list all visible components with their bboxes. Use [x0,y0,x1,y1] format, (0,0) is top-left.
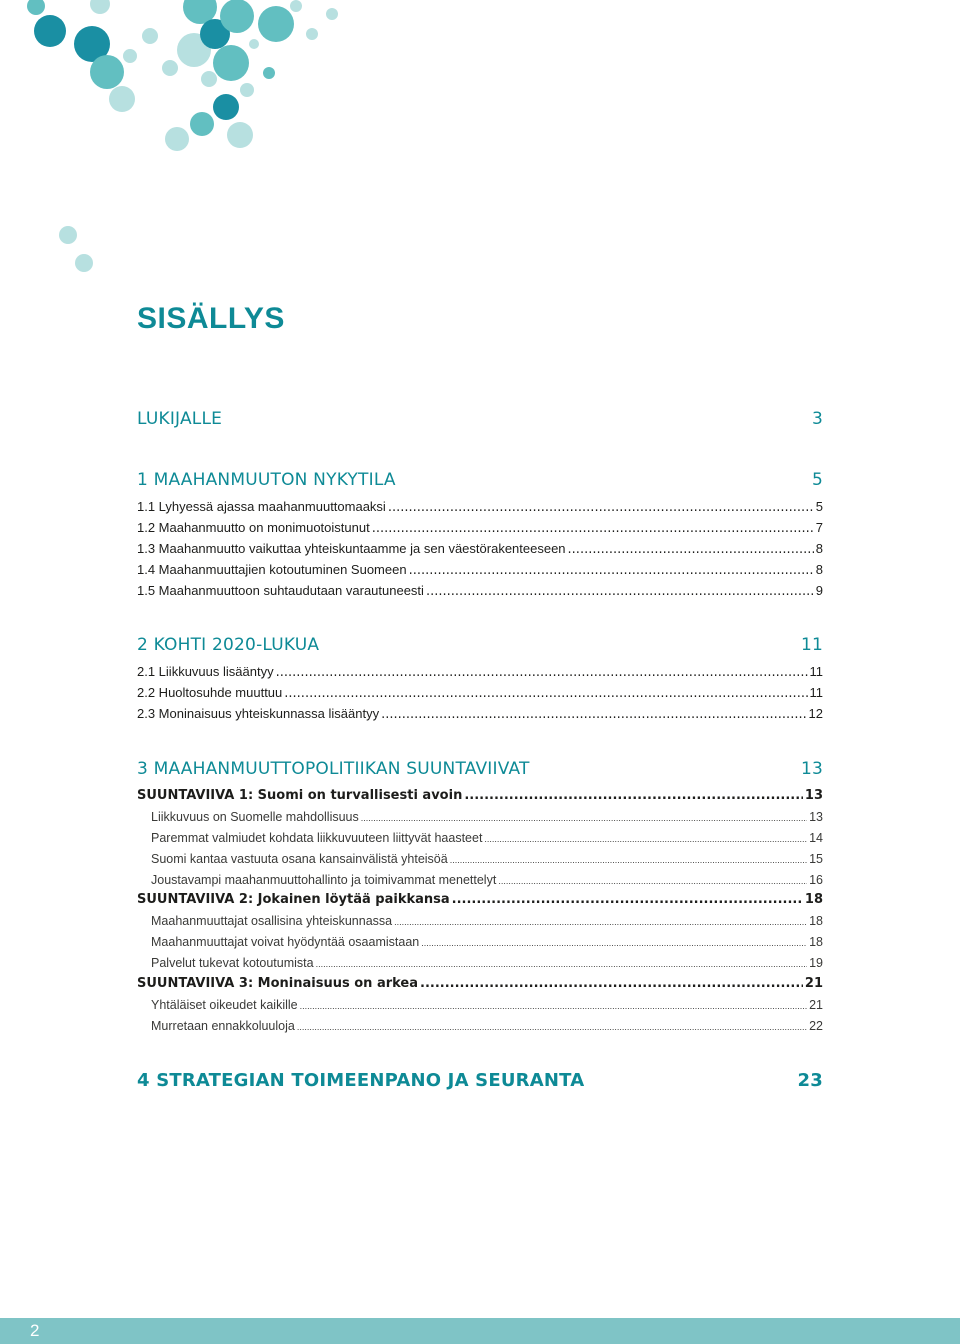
bubble [306,28,318,40]
toc-entry[interactable] [151,829,823,847]
toc-entry-label: Paremmat valmiudet kohdata liikkuvuuteen liittyvät haasteet [151,831,483,845]
toc-section-heading[interactable] [137,408,823,430]
toc-entry-page: 22 [809,1019,823,1033]
toc-entry-label: 1.1 Lyhyessä ajassa maahanmuuttomaaksi [137,499,386,514]
toc-entry[interactable] [137,540,823,558]
toc-section-page: 11 [800,635,823,655]
toc-entry-label: Joustavampi maahanmuuttohallinto ja toimivammat menettelyt [151,873,497,887]
bubble [220,0,254,33]
toc-leader-dots [450,851,807,869]
toc-entry-label: 1.2 Maahanmuutto on monimuotoistunut [137,520,370,535]
toc-entry[interactable] [151,850,823,868]
toc-entry[interactable] [137,561,823,579]
toc-entry[interactable] [151,933,823,951]
toc-entry-label: Maahanmuuttajat osallisina yhteiskunnassa [151,914,393,928]
toc-entry[interactable] [137,663,823,681]
toc-entry-label: SUUNTAVIIVA 2: Jokainen löytää paikkansa [137,892,450,907]
toc-entry[interactable] [151,808,823,826]
toc-leader-dots [498,872,807,890]
bubble [263,67,275,79]
toc-entry-page: 12 [808,706,823,721]
toc-entry-page: 21 [804,976,823,991]
bubble [59,226,77,244]
bubble [249,39,259,49]
toc-entry[interactable] [151,996,823,1014]
toc-entry-page: 5 [815,499,823,514]
bubble [240,83,254,97]
toc-entry-page: 14 [809,831,823,845]
toc-entry-page: 19 [809,956,823,970]
toc-entry-label: 2.3 Moninaisuus yhteiskunnassa lisääntyy [137,706,380,721]
page-number: 2 [30,1321,40,1340]
toc-entry-page: 8 [815,541,823,556]
toc-entry[interactable] [137,705,823,723]
bubble [75,254,93,272]
toc-section-heading[interactable] [137,1070,823,1092]
toc-entry[interactable] [137,582,823,600]
toc-entry-page: 21 [809,998,823,1012]
toc-entry-page: 13 [804,788,823,803]
toc-section-page: 13 [800,759,823,779]
bubble [213,45,249,81]
toc-leader-dots [464,787,803,805]
footer-bar [0,1318,960,1344]
toc-leader-dots [394,913,807,931]
toc-leader-dots [297,1018,807,1036]
toc-leader-dots [388,499,814,517]
toc-section-heading[interactable] [137,758,823,780]
toc-entry-label: 2.1 Liikkuvuus lisääntyy [137,664,274,679]
toc-section-label: 3 MAAHANMUUTTOPOLITIIKAN SUUNTAVIIVAT [137,759,530,779]
toc-leader-dots [276,664,808,682]
decorative-bubbles [0,0,360,290]
toc-entry[interactable] [137,787,823,805]
bubble [190,112,214,136]
toc-entry-page: 8 [815,562,823,577]
bubble [123,49,137,63]
toc-entry-label: SUUNTAVIIVA 3: Moninaisuus on arkea [137,976,419,991]
toc-entry-page: 18 [804,892,823,907]
toc-section-label: 2 KOHTI 2020-LUKUA [137,635,320,655]
toc-entry[interactable] [151,912,823,930]
toc-section-label: 4 STRATEGIAN TOIMEENPANO JA SEURANTA [137,1070,585,1091]
toc-entry-label: SUUNTAVIIVA 1: Suomi on turvallisesti avoin [137,788,463,803]
toc-section-heading[interactable] [137,469,823,491]
toc-entry-label: Murretaan ennakkoluuloja [151,1019,295,1033]
toc-entry-label: Suomi kantaa vastuuta osana kansainvälistä yhteisöä [151,852,448,866]
toc-leader-dots [421,934,807,952]
bubble [165,127,189,151]
toc-entry-page: 13 [809,810,823,824]
bubble [326,8,338,20]
toc-entry-page: 18 [809,935,823,949]
bubble [27,0,45,15]
toc-entry[interactable] [137,684,823,702]
toc-entry[interactable] [151,1017,823,1035]
toc-leader-dots [316,955,808,973]
bubble [34,15,66,47]
toc-entry[interactable] [137,975,823,993]
bubble [109,86,135,112]
toc-entry-page: 11 [809,685,823,700]
bubble [162,60,178,76]
toc-entry-label: Maahanmuuttajat voivat hyödyntää osaamistaan [151,935,420,949]
toc-entry[interactable] [151,871,823,889]
toc-leader-dots [484,830,807,848]
toc-section-page: 3 [811,409,823,429]
bubble [90,55,124,89]
bubble [90,0,110,14]
toc-entry-page: 15 [809,852,823,866]
toc-entry-page: 7 [815,520,823,535]
toc-entry-label: Palvelut tukevat kotoutumista [151,956,314,970]
toc-leader-dots [381,706,806,724]
toc-entry-page: 9 [815,583,823,598]
toc-entry-page: 16 [809,873,823,887]
toc-leader-dots [409,562,814,580]
toc-leader-dots [420,975,803,993]
toc-leader-dots [300,997,807,1015]
bubble [227,122,253,148]
toc-entry[interactable] [137,519,823,537]
toc-entry-label: Liikkuvuus on Suomelle mahdollisuus [151,810,359,824]
toc-leader-dots [361,809,807,827]
page-title: SISÄLLYS [137,302,285,335]
toc-leader-dots [284,685,807,703]
toc-leader-dots [372,520,814,538]
bubble [213,94,239,120]
toc-entry-label: 1.4 Maahanmuuttajien kotoutuminen Suomeen [137,562,407,577]
toc-section-page: 5 [811,470,823,490]
toc-entry-page: 18 [809,914,823,928]
toc-leader-dots [568,541,814,559]
toc-leader-dots [452,891,803,909]
toc-section-label: LUKIJALLE [137,409,223,429]
toc-entry[interactable] [137,891,823,909]
toc-leader-dots [426,583,814,601]
toc-entry[interactable] [151,954,823,972]
toc-entry-label: 1.3 Maahanmuutto vaikuttaa yhteiskuntaamme ja sen väestörakenteeseen [137,541,566,556]
toc-section-page: 23 [797,1070,823,1091]
toc-section-heading[interactable] [137,634,823,656]
bubble [142,28,158,44]
bubble [258,6,294,42]
bubble [290,0,302,12]
toc-entry-page: 11 [809,664,823,679]
toc-entry-label: Yhtäläiset oikeudet kaikille [151,998,298,1012]
toc-entry-label: 2.2 Huoltosuhde muuttuu [137,685,283,700]
bubble [201,71,217,87]
toc-entry[interactable] [137,498,823,516]
toc-section-label: 1 MAAHANMUUTON NYKYTILA [137,470,396,490]
toc-entry-label: 1.5 Maahanmuuttoon suhtaudutaan varautuneesti [137,583,424,598]
